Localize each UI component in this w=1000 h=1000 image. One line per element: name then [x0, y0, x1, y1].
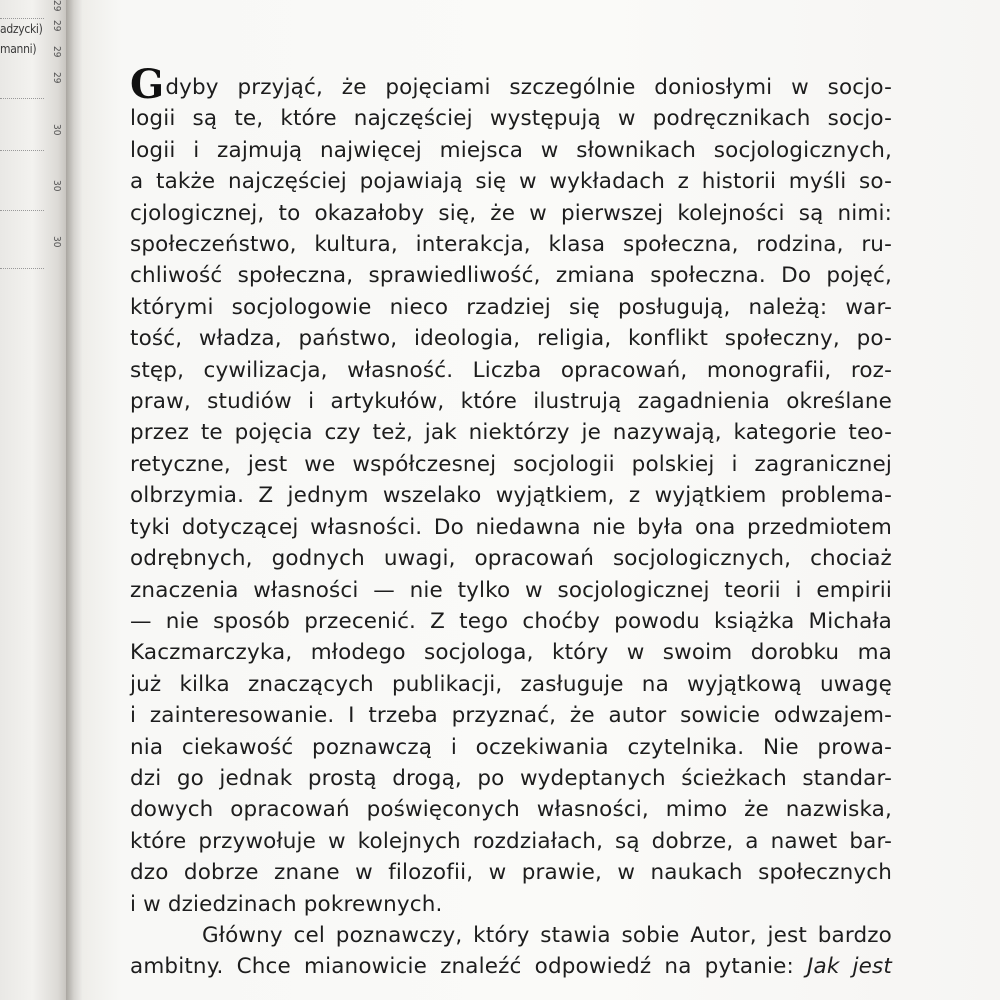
- text-line: [130, 61, 892, 108]
- text-line: i zainteresowanie. I trzeba przyznać, że autor sowicie odwzajem-: [130, 703, 892, 729]
- text-line: olbrzymia. Z jednym wszelako wyjątkiem, z wyjątkiem problema-: [130, 483, 892, 509]
- text-line: Główny cel poznawczy, który stawia sobie Autor, jest bardzo: [202, 922, 892, 948]
- toc-leader-dots: [0, 268, 44, 269]
- text-line: dzo dobrze znane w filozofii, w prawie, w naukach społecznych: [130, 860, 892, 886]
- text-line: cjologicznej, to okazałoby się, że w pierwszej kolejności są nimi:: [130, 200, 892, 226]
- book-gutter: [66, 0, 82, 1000]
- text-line: logii są te, które najczęściej występują w podręcznikach socjo-: [130, 106, 892, 132]
- toc-leader-dots: [0, 210, 44, 211]
- text-line: [130, 951, 892, 982]
- toc-leader-dots: [0, 18, 44, 19]
- toc-page-number: 30: [51, 236, 62, 248]
- text-line: logii i zajmują najwięcej miejsca w słownikach socjologicznych,: [130, 137, 892, 163]
- toc-page-number: 29: [51, 46, 62, 58]
- text-line: tyki dotyczącej własności. Do niedawna nie była ona przedmiotem: [130, 514, 892, 540]
- text-line: Kaczmarczyka, młodego socjologa, który w swoim dorobku ma: [130, 640, 892, 666]
- text-line: retyczne, jest we współczesnej socjologii polskiej i zagranicznej: [130, 451, 892, 477]
- text-line: a także najczęściej pojawiają się w wykładach z historii myśli so-: [130, 169, 892, 195]
- toc-leader-dots: [0, 98, 44, 99]
- text-line: praw, studiów i artykułów, które ilustrują zagadnienia określane: [130, 389, 892, 415]
- text-line: — nie sposób przecenić. Z tego choćby powodu książka Michała: [130, 608, 892, 634]
- text-line: już kilka znaczących publikacji, zasługuje na wyjątkową uwagę: [130, 671, 892, 697]
- text-line: przez te pojęcia czy też, jak niektórzy je nazywają, kategorie teo-: [130, 420, 892, 446]
- toc-page-number: 30: [51, 180, 62, 192]
- line-text: dyby przyjąć, że pojęciami szczególnie doniosłymi w socjo-: [165, 75, 892, 100]
- drop-cap: G: [130, 61, 165, 108]
- toc-page-number: 29: [51, 72, 62, 84]
- body-text: [130, 61, 892, 983]
- italic-phrase: Jak jest: [807, 954, 892, 980]
- text-line: znaczenia własności — nie tylko w socjologicznej teorii i empirii: [130, 577, 892, 603]
- text-line: odrębnych, godnych uwagi, opracowań socjologicznych, chociaż: [130, 546, 892, 572]
- text-line: chliwość społeczna, sprawiedliwość, zmiana społeczna. Do pojęć,: [130, 263, 892, 289]
- previous-page-edge: [0, 0, 72, 1000]
- text-line: społeczeństwo, kultura, interakcja, klasa społeczna, rodzina, ru-: [130, 232, 892, 258]
- toc-leader-dots: [0, 150, 44, 151]
- text-line: i w dziedzinach pokrewnych.: [130, 891, 443, 917]
- text-line: nia ciekawość poznawczą i oczekiwania czytelnika. Nie prowa-: [130, 734, 892, 760]
- text-line: tość, władza, państwo, ideologia, religia, konflikt społeczny, po-: [130, 326, 892, 352]
- text-line: dzi go jednak prostą drogą, po wydeptanych ścieżkach standar-: [130, 765, 892, 791]
- paragraph-1: [130, 61, 892, 920]
- paragraph-2: [130, 920, 892, 983]
- toc-fragment: manni): [0, 42, 37, 56]
- line-text: ambitny. Chce mianowicie znaleźć odpowiedź na pytanie:: [130, 954, 808, 980]
- toc-page-number: 29: [51, 0, 62, 12]
- text-line: którymi socjologowie nieco rzadziej się posługują, należą: war-: [130, 294, 892, 320]
- toc-page-number: 29: [51, 20, 62, 32]
- toc-page-number: 30: [51, 124, 62, 136]
- text-line: które przywołuje w kolejnych rozdziałach, są dobrze, a nawet bar-: [130, 828, 892, 854]
- text-line: stęp, cywilizacja, własność. Liczba opracowań, monografii, roz-: [130, 357, 892, 383]
- toc-fragment: adzycki): [0, 22, 43, 36]
- book-page: [82, 0, 1000, 1000]
- text-line: dowych opracowań poświęconych własności, mimo że nazwiska,: [130, 797, 892, 823]
